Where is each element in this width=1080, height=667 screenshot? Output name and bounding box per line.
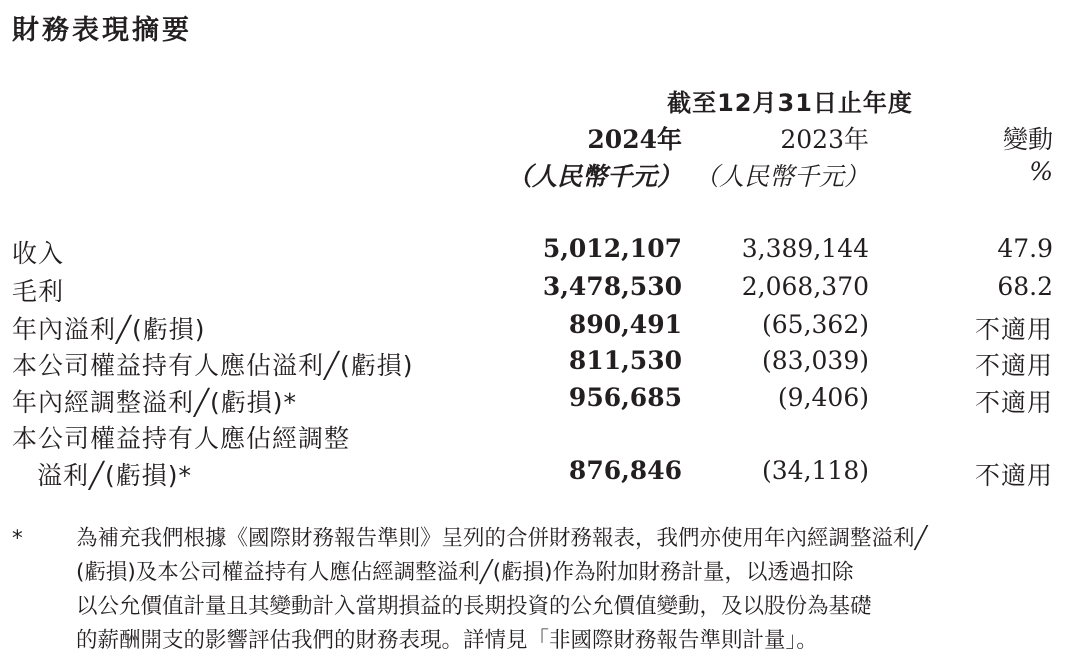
value-2023: 2,068,370 xyxy=(741,272,869,301)
value-2024: 5,012,107 xyxy=(542,234,682,263)
value-change: 47.9 xyxy=(997,234,1053,263)
period-header: 截至12月31日止年度 xyxy=(667,89,913,117)
value-2024: 890,491 xyxy=(568,310,682,339)
value-2023: (9,406) xyxy=(777,383,869,412)
value-2023: (65,362) xyxy=(762,310,869,339)
value-change: 68.2 xyxy=(997,272,1053,301)
value-change: 不適用 xyxy=(974,351,1053,380)
value-change: 不適用 xyxy=(974,461,1053,490)
table-row xyxy=(0,346,1080,382)
footnote-line: 的薪酬開支的影響評估我們的財務表現。詳情見「非國際財務報告準則計量」。 xyxy=(76,628,818,653)
footnote-line: 以公允價值計量且其變動計入當期損益的長期投資的公允價值變動，及以股份為基礎 xyxy=(76,594,872,619)
value-2024: 956,685 xyxy=(568,383,682,412)
value-2024: 3,478,530 xyxy=(542,272,682,301)
value-2024: 811,530 xyxy=(568,346,682,375)
unit-header-2024: （人民幣千元） xyxy=(506,162,682,191)
col-header-2024: 2024年 xyxy=(587,125,682,154)
row-label: 年內經調整溢利╱(虧損)* xyxy=(12,388,298,417)
table-row xyxy=(0,383,1080,419)
row-label: 收入 xyxy=(12,239,65,268)
footnote-text xyxy=(76,522,1072,658)
col-header-2023: 2023年 xyxy=(780,125,869,154)
footnote-line: (虧損)及本公司權益持有人應佔經調整溢利╱(虧損)作為附加財務計量，以透過扣除 xyxy=(76,560,854,585)
footnote-marker: * xyxy=(12,526,23,551)
table-row xyxy=(0,234,1080,270)
value-2023: 3,389,144 xyxy=(741,234,869,263)
footnote-line: 為補充我們根據《國際財務報告準則》呈列的合併財務報表，我們亦使用年內經調整溢利╱ xyxy=(76,526,928,551)
row-label: 年內溢利╱(虧損) xyxy=(12,315,206,344)
row-label: 毛利 xyxy=(12,277,65,306)
value-change: 不適用 xyxy=(974,315,1053,344)
unit-header-2023: （人民幣千元） xyxy=(693,162,869,191)
value-change: 不適用 xyxy=(974,388,1053,417)
table-row-label-line xyxy=(0,419,1080,455)
page-title: 財務表現摘要 xyxy=(12,15,192,46)
row-label-continued: 溢利╱(虧損)* xyxy=(37,461,193,490)
unit-header-change: % xyxy=(1029,157,1053,186)
value-2023: (83,039) xyxy=(762,346,869,375)
table-row xyxy=(0,456,1080,492)
col-header-change: 變動 xyxy=(1002,125,1053,154)
table-row xyxy=(0,310,1080,346)
table-row xyxy=(0,272,1080,308)
value-2023: (34,118) xyxy=(762,456,869,485)
row-label: 本公司權益持有人應佔溢利╱(虧損) xyxy=(12,351,414,380)
row-label: 本公司權益持有人應佔經調整 xyxy=(12,424,351,453)
value-2024: 876,846 xyxy=(568,456,682,485)
